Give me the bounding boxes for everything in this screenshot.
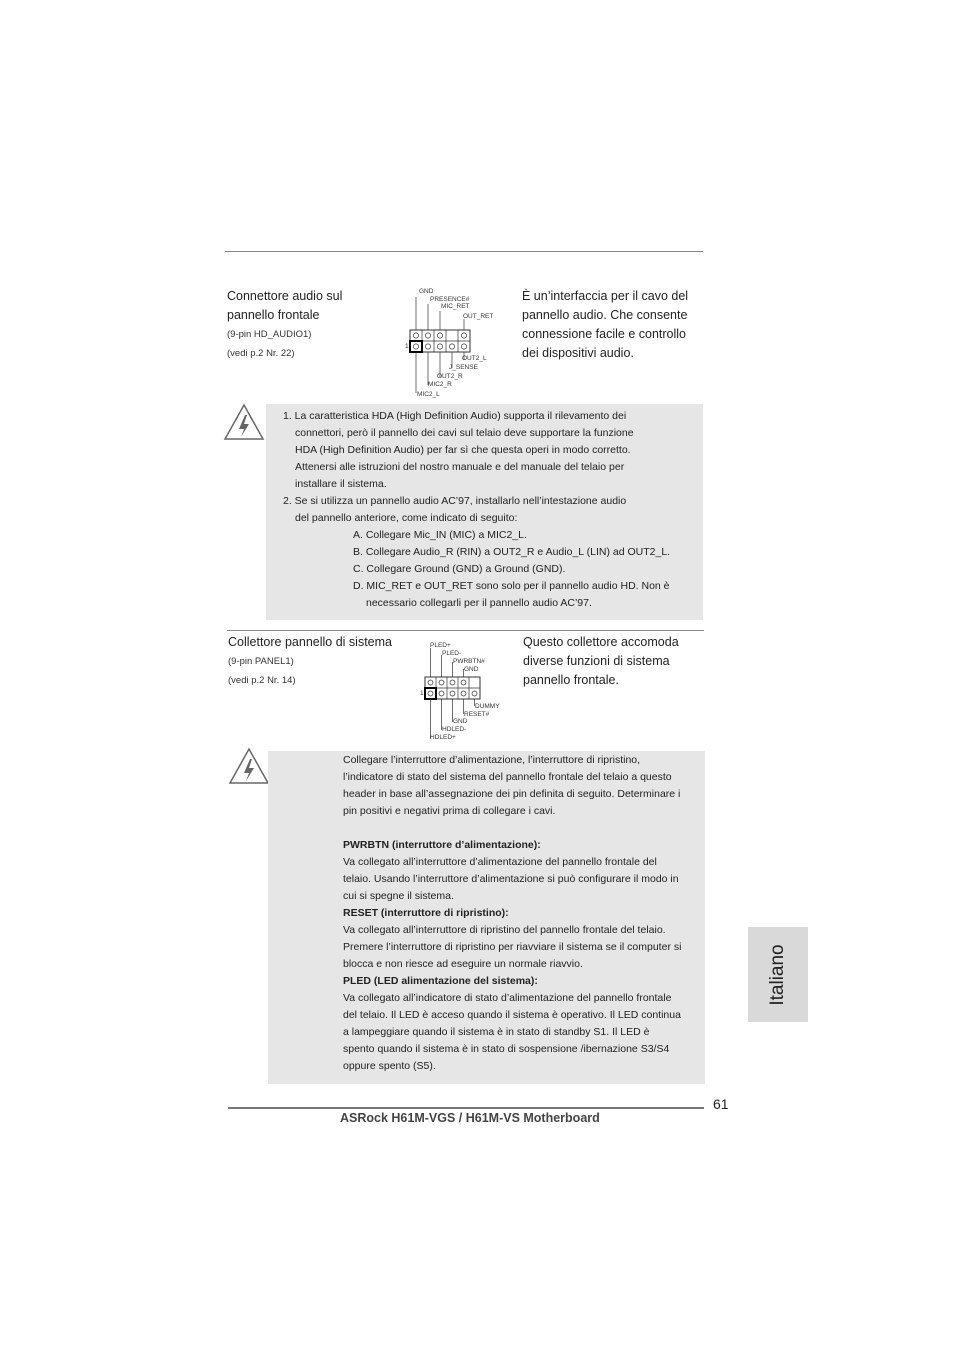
panel-pin-label: (9-pin PANEL1)	[228, 656, 294, 667]
pin-out2-r-label: OUT2_R	[437, 373, 463, 380]
audio-connector-diagram	[400, 287, 510, 402]
pin-one-label: 1	[405, 343, 409, 350]
pin-out2-l-label: OUT2_L	[462, 355, 487, 362]
pwrbtn-heading: PWRBTN (interruttore d’alimentazione):	[343, 839, 541, 851]
pin-j-sense-label: J_SENSE	[449, 364, 478, 371]
pin-presence-label: PRESENCE#	[430, 296, 470, 303]
language-side-tab: Italiano	[748, 927, 808, 1022]
pin-dummy-label: DUMMY	[475, 703, 500, 710]
warning-triangle-icon	[227, 746, 271, 786]
panel-page-ref: (vedi p.2 Nr. 14)	[228, 675, 296, 686]
pin-hdled-minus-label: HDLED-	[442, 726, 467, 733]
pin-out-ret-label: OUT_RET	[463, 313, 494, 320]
pin-hdled-plus-label: HDLED+	[430, 734, 456, 741]
page-number: 61	[713, 1096, 729, 1112]
pled-heading: PLED (LED alimentazione del sistema):	[343, 975, 538, 987]
audio-header-title: Connettore audio sul pannello frontale (9-pin HD_AUDIO1) (vedi p.2 Nr. 22)	[227, 287, 342, 363]
audio-note-item1: 1. La caratteristica HDA (High Definition Audio) supporta il rilevamento dei connettori, però il pannello dei cavi sul telaio deve supportare la funzione HDA (High Definition Audio) per far sì che questa operi in modo corretto. Attenersi alle istruzioni del nostro manuale e del manuale del telaio per installare il sistema. 2. Se si utilizza un pannello audio AC’97, installarlo nell’intestazione audio del pannello anteriore, come indicato di seguito:	[283, 408, 701, 527]
pin-gnd-label: GND	[419, 288, 434, 295]
footer-text: ASRock H61M-VGS / H61M-VS Motherboard	[340, 1111, 600, 1125]
pin-one-label: 1	[420, 690, 424, 697]
reset-heading: RESET (interruttore di ripristino):	[343, 907, 509, 919]
pin-pwrbtn-label: PWRBTN#	[453, 658, 485, 665]
audio-pin-label: (9-pin HD_AUDIO1)	[227, 329, 312, 340]
panel-description: Questo collettore accomoda diverse funzioni di sistema pannello frontale.	[523, 635, 679, 687]
panel-divider	[227, 630, 704, 631]
panel-note-box	[268, 751, 705, 1084]
pin-mic2-r-label: MIC2_R	[428, 381, 452, 388]
audio-description: È un’interfaccia per il cavo del pannello audio. Che consente connessione facile e controllo dei dispositivi audio.	[522, 289, 689, 360]
audio-note-item2: 2. Se si utilizza un pannello audio AC’97, installarlo nell’intestazione audio	[283, 495, 627, 507]
pin-pled-plus-label: PLED+	[430, 642, 451, 649]
audio-note-box	[266, 404, 703, 620]
pin-gnd-bottom-label: GND	[453, 718, 468, 725]
panel-header-title: Collettore pannello di sistema (9-pin PANEL1) (vedi p.2 Nr. 14)	[228, 633, 392, 690]
footer-divider	[228, 1107, 704, 1109]
panel-connector-diagram	[415, 640, 505, 744]
warning-triangle-icon	[223, 402, 265, 442]
top-divider	[225, 251, 703, 252]
pin-mic-ret-label: MIC_RET	[441, 303, 470, 310]
pin-mic2-l-label: MIC2_L	[417, 391, 440, 398]
audio-page-ref: (vedi p.2 Nr. 22)	[227, 348, 295, 359]
pin-pled-minus-label: PLED-	[442, 650, 462, 657]
pin-reset-label: RESET#	[464, 711, 490, 718]
pin-gnd-top-label: GND	[464, 666, 479, 673]
audio-note-sublist: A. Collegare Mic_IN (MIC) a MIC2_L. B. Collegare Audio_R (RIN) a OUT2_R e Audio_L (LIN) ad OUT2_L. C. Collegare Ground (GND) a Ground (GND). D. MIC_RET e OUT_RET sono solo per il pannello audio HD. Non è necessario collegarli per il pannello audio AC’97.	[353, 529, 671, 609]
panel-note-text: Collegare l’interruttore d’alimentazione, l’interruttore di ripristino, l’indicatore di stato del sistema del pannello frontale del telaio a questo header in base all’assegnazione dei pin definita di seguito. Determinare i pin positivi e negativi prima di collegare i cavi. PWRBTN (interruttore d’alimentazione): Va collegato all’interruttore d’alimentazione del pannello frontale del telaio. Usando l’interruttore d’alimentazione si può configurare il modo in cui si spegne il sistema. RESET (interruttore di ripristino): Va collegato all’interruttore di ripristino del pannello frontale del telaio. Premere l’interruttore di ripristino per riavviare il sistema se il computer si blocca e non riesce ad eseguire un normale riavvio. PLED (LED alimentazione del sistema): Va collegato all’indicatore di stato d’alimentazione del pannello frontale del telaio. Il LED è acceso quando il sistema è operativo. Il LED continua a lampeggiare quando il sistema è in stato di standby S1. Il LED è spento quando il sistema è in stato di sospensione /ibernazione S3/S4 oppure spento (S5).	[343, 752, 705, 1075]
